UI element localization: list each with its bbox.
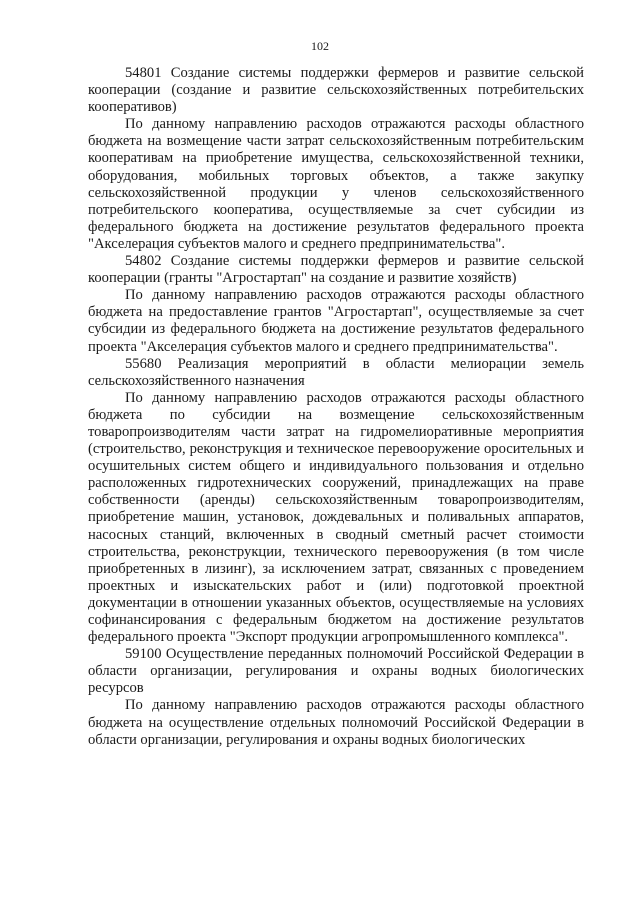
- paragraph-55680-heading: 55680 Реализация мероприятий в области мелиорации земель сельскохозяйственного назначения: [88, 355, 584, 389]
- page-number: 102: [311, 39, 329, 53]
- paragraph-55680-description: По данному направлению расходов отражаются расходы областного бюджета по субсидии на возмещение сельскохозяйственным товаропроизводителям части затрат на гидромелиоративные мероприятия (строительство, реконструкция и техническое перевооружение оросительных и осушительных систем общего и индивидуального пользования и отдельно расположенных гидротехнических сооружений, принадлежащих на праве собственности (аренды) сельскохозяйственным товаропроизводителям, приобретение машин, установок, дождевальных и поливальных аппаратов, насосных станций, включенных в сводный сметный расчет стоимости строительства, реконструкции, технического перевооружения (в том числе приобретенных в лизинг), за исключением затрат, связанных с проведением проектных и изыскательских работ и (или) подготовкой проектной документации в отношении указанных объектов, осуществляемые на условиях софинансирования с федеральным бюджетом на достижение результатов федерального проекта "Экспорт продукции агропромышленного комплекса".: [88, 389, 584, 646]
- paragraph-54801-heading: 54801 Создание системы поддержки фермеров и развитие сельской кооперации (создание и развитие сельскохозяйственных потребительских кооперативов): [88, 65, 584, 116]
- paragraph-59100-description: По данному направлению расходов отражаются расходы областного бюджета на осуществление отдельных полномочий Российской Федерации в области организации, регулирования и охраны водных биологических: [88, 697, 584, 748]
- paragraph-54801-description: По данному направлению расходов отражаются расходы областного бюджета на возмещение части затрат сельскохозяйственным потребительским кооперативам на приобретение имущества, сельскохозяйственной техники, оборудования, мобильных торговых объектов, а также закупку сельскохозяйственной продукции у членов сельскохозяйственного потребительского кооператива, осуществляемые за счет субсидии из федерального бюджета на достижение результатов федерального проекта "Акселерация субъектов малого и среднего предпринимательства".: [88, 116, 584, 252]
- paragraph-54802-heading: 54802 Создание системы поддержки фермеров и развитие сельской кооперации (гранты "Агростартап" на создание и развитие хозяйств): [88, 253, 584, 287]
- paragraph-54802-description: По данному направлению расходов отражаются расходы областного бюджета на предоставление грантов "Агростартап", осуществляемые за счет субсидии из федерального бюджета на достижение результатов федерального проекта "Акселерация субъектов малого и среднего предпринимательства".: [88, 287, 584, 355]
- document-body: [88, 65, 584, 749]
- paragraph-59100-heading: 59100 Осуществление переданных полномочий Российской Федерации в области организации, регулирования и охраны водных биологических ресурсов: [88, 646, 584, 697]
